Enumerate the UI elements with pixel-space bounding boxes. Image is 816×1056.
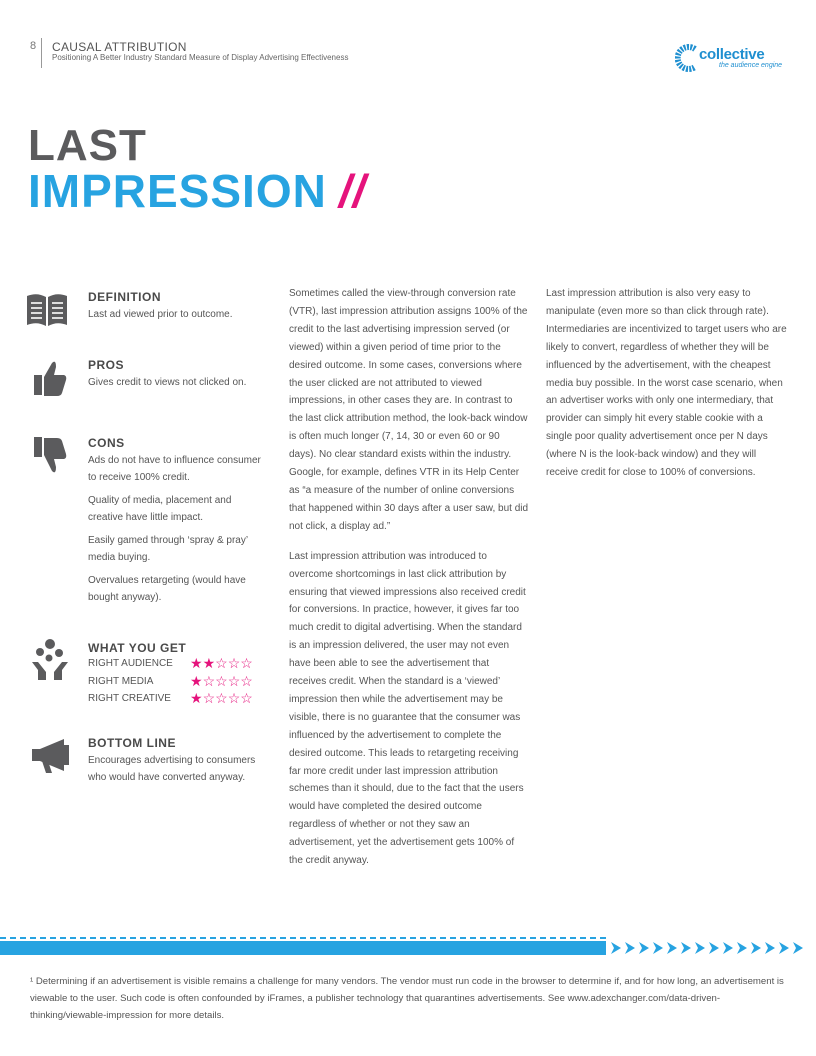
pros-section [88,358,278,391]
logo-wordmark: collective [699,46,765,63]
page-number: 8 [30,40,37,52]
footnote: ¹ Determining if an advertisement is visible remains a challenge for many vendors. The vendor must run code in the browser to determine if, and for how long, an advertisement is viewable to the user. Such code is often confounded by iFrames, a publisher technology that quarantines advertisements. See www.adexchanger.com/data-driven-thinking/viewable-impression for more details. [30,976,784,1021]
logo-mark-icon [675,43,701,73]
bottom-line-text: Encourages advertising to consumers who would have converted anyway. [88,755,256,783]
rating-label: RIGHT MEDIA [88,675,154,687]
star-rating [190,673,253,690]
page-title-line2 [28,165,367,217]
star-empty-icon: ☆ [215,672,228,689]
star-empty-icon: ☆ [215,690,228,706]
pros-heading: PROS [88,358,125,372]
decorative-blue-band [0,941,606,955]
star-rating [190,690,253,707]
star-empty-icon: ☆ [240,672,253,689]
document-subtitle: Positioning A Better Industry Standard Measure of Display Advertising Effectiveness [52,53,349,62]
star-empty-icon: ☆ [240,690,253,706]
logo-tagline: the audience engine [719,62,783,69]
body-paragraph: Last impression attribution is also very easy to manipulate (even more so than click through rate). Intermediaries are incentivized to target users who are likely to convert, regardless of whether they will be influenced by the advertisement, with the cheapest media buy possible. In the worst case scenario, when an advertiser works with only one intermediary, that provider can simply hit every stable cookie with a single poor quality advertisement once per N days (where N is the look-back window) and they will receive credit for close to 100% of conversions. [546,288,787,479]
collective-logo [675,41,795,75]
pros-text: Gives credit to views not clicked on. [88,377,247,388]
cons-heading: CONS [88,436,125,450]
body-paragraph: Sometimes called the view-through conversion rate (VTR), last impression attribution assigns 100% of the credit to the last advertising impression served (or viewed) within a given period of time prior to the desired outcome. In some cases, conversions where the user clicked are not attributed to viewed impressions, in other cases they are. In contrast to the last click attribution method, the look-back window is often much longer (7, 14, 30 or even 60 or 90 days). No clear standard exists within the industry. Google, for example, defines VTR in its Help Center as “a measure of the number of online conversions that happened within 30 days after a user saw, but did not click, a display ad.” [289,288,529,532]
cons-item: Overvalues retargeting (would have bought anyway). [88,575,246,603]
what-you-get-heading: WHAT YOU GET [88,641,187,655]
rating-row [88,690,268,711]
open-book-icon [24,288,70,334]
body-column-2 [546,285,788,494]
page-title-word: IMPRESSION [28,165,327,217]
star-empty-icon: ☆ [202,672,216,689]
star-empty-icon: ☆ [227,690,241,706]
cons-item: Easily gamed through ‘spray & pray’ media buying. [88,535,248,563]
arrows-decoration-icon [609,941,809,955]
page-title-line1: LAST [28,121,147,170]
bottom-line-heading: BOTTOM LINE [88,736,176,750]
rating-label: RIGHT AUDIENCE [88,658,173,669]
body-column-1 [289,285,529,882]
megaphone-icon [30,735,72,775]
star-filled-icon: ★ [190,672,203,689]
section-title: CAUSAL ATTRIBUTION [52,40,187,54]
what-you-get-section [88,641,278,711]
definition-text: Last ad viewed prior to outcome. [88,309,233,320]
rating-label: RIGHT CREATIVE [88,693,171,704]
body-paragraph: Last impression attribution was introduced to overcome shortcomings in last click attribution by ensuring that viewed impressions also received credit for conversions. In practice, however, it gives far too much credit to digital advertising. When the standard is an impression delivered, the user may not even have been able to see the advertisement that receives credit. When the standard is a ‘viewed’ impression then while the advertisement may be visible, there is no guarantee that the consumer was influenced by the advertisement to complete the desired outcome. This leads to retargeting receiving far more credit under last impression attribution schemes than it should, due to the fact that the users would have completed the desired outcome regardless of whether or not they saw an advertisement, yet the advertisement gets 100% of the credit anyway. [289,550,526,867]
cons-item: Ads do not have to influence consumer to receive 100% credit. [88,455,261,483]
definition-heading: DEFINITION [88,290,161,304]
cons-section [88,436,268,606]
cons-item: Quality of media, placement and creative have little impact. [88,495,232,523]
thumbs-up-icon [32,355,68,401]
star-empty-icon: ☆ [202,690,216,706]
thumbs-down-icon [32,433,68,479]
hands-audience-icon [30,636,70,682]
bottom-line-section [88,736,268,786]
title-slashes: // [338,165,367,217]
star-filled-icon: ★ [190,690,203,706]
star-filled-icon: ★ [190,655,203,671]
header-divider [41,38,42,68]
star-empty-icon: ☆ [215,655,228,671]
definition-section [88,290,278,323]
star-filled-icon: ★ [202,655,216,671]
star-empty-icon: ☆ [227,655,241,671]
star-rating [190,655,253,672]
star-empty-icon: ☆ [240,655,253,671]
star-empty-icon: ☆ [227,672,241,689]
